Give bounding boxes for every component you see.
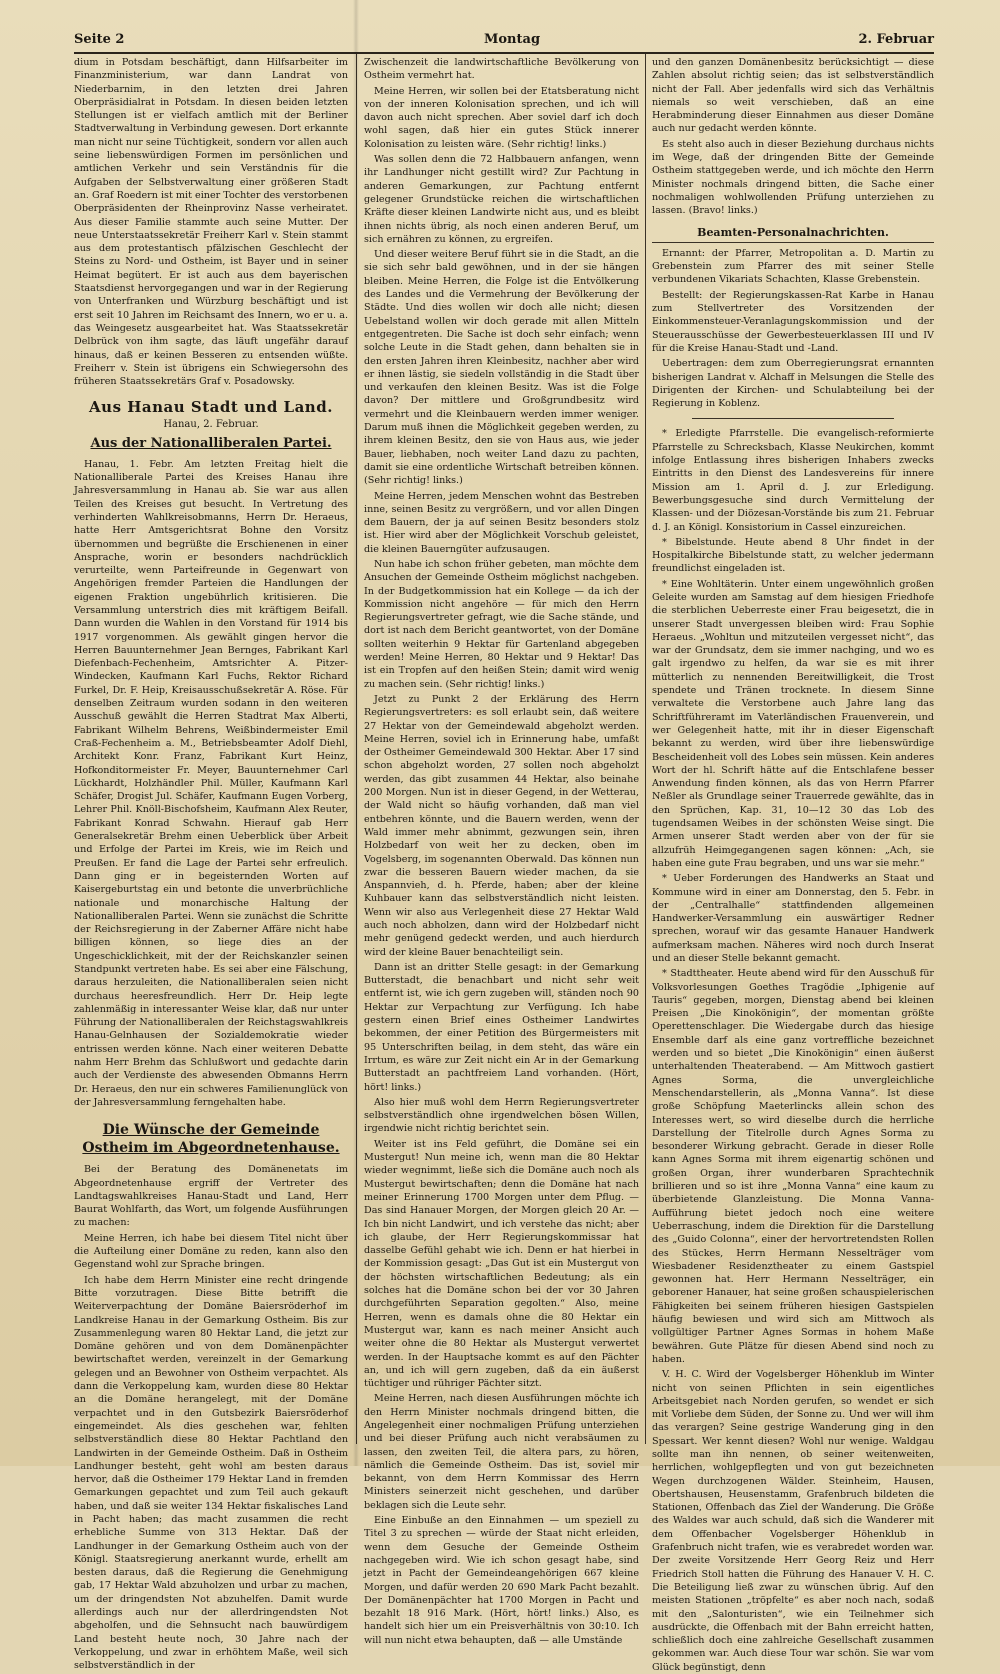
section-dateline: Hanau, 2. Februar. bbox=[163, 419, 259, 431]
page-number: Seite 2 bbox=[74, 32, 125, 47]
article-paragraph: Eine Einbuße an den Einnahmen — um speziell zu Titel 3 zu sprechen — würde der Staat nicht erleiden, wenn dem Gesuche der Gemeinde Ostheim nachgegeben wird. Wie ich schon gesagt habe, sind jetzt in Pacht der Gemeindeangehörigen 667 kleine Morgen, und dafür werden 20 690 Mark Pacht bezahlt. Der Domänenpächter hat 1700 Morgen in Pacht und bezahlt 18 916 Mark. (Hört, hört! links.) Also, es handelt sich hier um ein Preisverhältnis von 30:10. Ich will nun nicht etwa behaupten, daß — alle Umstände bbox=[364, 1515, 639, 1646]
article-paragraph: Bei der Beratung des Domänenetats im Abgeordnetenhause ergriff der Vertreter des Landtagswahlkreises Hanau-Stadt und Land, Herr Baurat Wohlfarth, das Wort, um folgende Ausführungen zu machen: bbox=[74, 1164, 348, 1229]
news-item: V. H. C. Wird der Vogelsberger Höhenklub im Winter nicht von seinen Pflichten in sein eigentliches Arbeitsgebiet nach Norden gerufen, so wendet er sich mit Vorliebe dem Süden, der Sonne zu. Und wer will ihm das verargen? Seine gestrige Wanderung ging in den Spessart. Wer kennt diesen? Wohl nur wenige. Waldgau sollte man ihn nennen, ob seiner weitenweiten, herrlichen, wohlgepflegten und von gut bezeichneten Wegen durchzogenen Wälder. Steinheim, Hausen, Obertshausen, Heusenstamm, Grafenbruch bildeten die Stationen, Offenbach das Ziel der Wanderung. Die Größe des Waldes war auch schuld, daß sich die Wanderer mit dem Offenbacher Vogelsberger Höhenklub in Grafenbruch nicht trafen, wie es verabredet worden war. Der zweite Vorsitzende Herr Georg Reiz und Herr Friedrich Stoll hatten die Führung des Hanauer V. H. C. Die Beteiligung ließ zwar zu wünschen übrig. Auf den meisten Stationen „tröpfelte“ es aber noch nach, sodaß mit den „Salonturisten“, wie ein Teilnehmer sich ausdrückte, die Offenbach mit der Bahn erreicht hatten, schließlich doch eine zahlreiche Gesellschaft zusammen gekommen war. Auch diese Tour war schön. Sie war vom Glück begünstigt, denn bbox=[652, 1369, 934, 1673]
news-item: * Bibelstunde. Heute abend 8 Uhr findet in der Hospitalkirche Bibelstunde statt, zu welcher jedermann freundlichst eingeladen ist. bbox=[652, 536, 934, 575]
news-item: Ernannt: der Pfarrer, Metropolitan a. D. Martin zu Grebenstein zum Pfarrer des mit seiner Stelle verbundenen Vikariats Schachten, Klasse Grebenstein. bbox=[652, 247, 934, 286]
news-item: Bestellt: der Regierungskassen-Rat Karbe in Hanau zum Stellvertreter des Vorsitzenden der Einkommensteuer-Veranlagungskommission und der Steuerausschüsse der Gewerbesteuerklassen III und IV für die Kreise Hanau-Stadt und -Land. bbox=[652, 289, 934, 354]
article-paragraph: Und dieser weitere Beruf führt sie in die Stadt, an die sie sich sehr bald gewöhnen, und in der sie hängen bleiben. Meine Herren, die Folge ist die Entvölkerung des Landes und die Vermehrung der Bevölkerung der Städte. Und dies wollen wir doch alle nicht; diesen Uebelstand wollen wir doch gerade mit allen Mitteln entgegentreten. Die Sache ist doch sehr einfach; wenn solche Leute in die Stadt gehen, dann behalten sie in den ersten Jahren ihren Kleinbesitz, nachher aber wird er ihnen lästig, sie siedeln vollständig in die Stadt über und verkaufen den kleinen Besitz. Was ist die Folge davon? Der mittlere und Großgrundbesitz wird vermehrt und die Kleinbauern werden immer weniger. Darum muß ihnen die Möglichkeit gegeben werden, zu ihrem kleinen Besitz, den sie von Haus aus, wie jeder Bauer, liebhaben, noch weiter Land dazu zu pachten, damit sie eine ordentliche Wirtschaft betreiben können. (Sehr richtig! links.) bbox=[364, 249, 639, 487]
article-paragraph: Hanau, 1. Febr. Am letzten Freitag hielt die Nationalliberale Partei des Kreises Hanau ihre Jahresversammlung in Hanau ab. Sie war aus allen Teilen des Kreises gut besucht. In Vertretung des verhinderten Wahlkreisobmanns, Herrn Dr. Heraeus, hatte Herr Amtsgerichtsrat Bohne den Vorsitz übernommen und begrüßte die Erschienenen in einer Ansprache, worin er besonders nachdrücklich verurteilte, wenn Parteifreunde in Gegenwart von Angehörigen fremder Parteien die Handlungen der eigenen Fraktion ungebührlich kritisieren. Die Versammlung unterstrich dies mit kräftigem Beifall. Dann wurden die Wahlen in den Vorstand für 1914 bis 1917 vorgenommen. Als gewählt gingen hervor die Herren Bauunternehmer Jean Bernges, Fabrikant Karl Diefenbach-Fechenheim, Amtsrichter A. Pitzer-Windecken, Kaufmann Karl Fuchs, Rektor Richard Furkel, Dr. F. Heip, Kreisausschußsekretär A. Röse. Für denselben Zeitraum wurden sodann in den weiteren Ausschuß gewählt die Herren Stadtrat Max Alberti, Fabrikant Wilhelm Behrens, Weißbindermeister Emil Craß-Fechenheim a. M., Betriebsbeamter Adolf Diehl, Architekt Konr. Franz, Fabrikant Kurt Heinz, Hofkonditormeister Fr. Meyer, Bauunternehmer Carl Lückhardt, Holzhändler Phil. Müller, Kaufmann Karl Schäfer, Drogist Jul. Schäfer, Kaufmann Eugen Vorberg, Lehrer Phil. Knöll-Bischofsheim, Kaufmann Alex Reuter, Fabrikant Konrad Schwahn. Hierauf gab Herr Generalsekretär Brehm einen Ueberblick über Arbeit und Erfolge der Partei im Kreis, wie im Reich und Preußen. Er fand die Lage der Partei sehr erfreulich. Dann ging er in begeisternden Worten auf Kaisergeburtstag ein und betonte die unverbrüchliche nationale und monarchische Haltung der Nationalliberalen Partei. Wenn sie zunächst die Schritte der Reichsregierung in der Zaberner Affäre nicht habe billigen können, so liege dies an der Ungeschicklichkeit, mit der der Reichskanzler seinen Standpunkt vertreten habe. Es sei aber eine Fälschung, daraus herzuleiten, die Nationalliberalen seien nicht durchaus heeresfreundlich. Herr Dr. Heip legte zahlenmäßig in interessanter Weise klar, daß nur unter Führung der Nationalliberalen der Reichstagswahlkreis Hanau-Gelnhausen der Sozialdemokratie wieder entrissen werden könne. Nach einer weiteren Debatte nahm Herr Brehm das Schlußwort und gedachte darin auch der Verdienste des abwesenden Obmanns Herrn Dr. Heraeus, den nur ein schweres Familienunglück von der Jahresversammlung ferngehalten habe. bbox=[74, 458, 348, 1108]
article-paragraph: Zwischenzeit die landwirtschaftliche Bevölkerung von Ostheim vermehrt hat. bbox=[364, 57, 639, 82]
article-paragraph: Meine Herren, wir sollen bei der Etatsberatung nicht von der inneren Kolonisation sprechen, und ich will davon auch nicht sprechen. Aber soviel darf ich doch wohl sagen, daß hier ein gutes Stück innerer Kolonisation zu leisten wäre. (Sehr richtig! links.) bbox=[364, 85, 639, 150]
column-2 bbox=[364, 56, 639, 1646]
news-item: * Erledigte Pfarrstelle. Die evangelisch-reformierte Pfarrstelle zu Schrecksbach, Klasse Neukirchen, kommt infolge Entlassung ihres bisherigen Inhabers zwecks Eintritts in den Dienst des Landesvereins für innere Mission am 1. April d. J. zur Erledigung. Bewerbungsgesuche sind durch Vermittelung der Klassen- und der Diözesan-Vorstände bis zum 21. Februar d. J. an Königl. Konsistorium in Cassel einzureichen. bbox=[652, 428, 934, 533]
page-header bbox=[74, 28, 934, 54]
article-paragraph: Ich habe dem Herrn Minister eine recht dringende Bitte vorzutragen. Diese Bitte betrifft die Weiterverpachtung der Domäne Baiersröderhof im Landkreise Hanau in der Gemarkung Ostheim. Bis zur Zusammenlegung waren 80 Hektar Land, die jetzt zur Domäne gehören und von dem Domänenpächter bewirtschaftet werden, vereinzelt in der Gemarkung gelegen und an Bewohner von Ostheim verpachtet. Als dann die Verkoppelung kam, wurden diese 80 Hektar an die Domäne herangelegt, mit der Domäne verpachtet und in den Gutsbezirk Baiersröderhof eingemeindet. Als dies geschehen war, fehlten selbstverständlich diese 80 Hektar Pachtland den Landwirten in der Gemeinde Ostheim. Daß in Ostheim Landhunger besteht, geht wohl am besten daraus hervor, daß die Ostheimer 179 Hektar Land in fremden Gemarkungen gepachtet und zum Teil auch gekauft haben, und daß sie weiter 134 Hektar fiskalisches Land in Pacht haben; das macht zusammen die recht erhebliche Summe von 313 Hektar. Daß der Landhunger in der Gemarkung Ostheim auch von der Königl. Staatsregierung anerkannt wurde, erhellt am besten daraus, daß die Regierung die Genehmigung gab, 17 Hektar Wald abzuholzen und urbar zu machen, um der dringendsten Not abzuhelfen. Damit wurde allerdings auch nur der allerdringendsten Not abgeholfen, und die Sehnsucht nach bauwürdigem Land besteht heute noch, 30 Jahre nach der Verkoppelung, und zwar in erhöhtem Maße, weil sich selbstverständlich in der bbox=[74, 1274, 348, 1672]
column-rule-2 bbox=[645, 54, 646, 1444]
article-paragraph: dium in Potsdam beschäftigt, dann Hilfsarbeiter im Finanzministerium, war dann Landrat von Niederbarnim, in den letzten drei Jahren Oberpräsidialrat in Potsdam. In diesen beiden letzten Stellungen ist er vielfach amtlich mit der Berliner Stadtverwaltung in Verbindung gewesen. Dort erkannte man nicht nur seine Tüchtigkeit, sondern vor allen auch seine liebenswürdigen Formen im persönlichen und amtlichen Verkehr und sein Verständnis für die Aufgaben der Selbstverwaltung einer größeren Stadt an. Graf Roedern ist mit einer Tochter des verstorbenen Oberpräsidenten der Rheinprovinz Nasse verheiratet. Aus dieser Familie stammte auch seine Mutter. Der neue Unterstaatssekretär Freiherr Karl v. Stein stammt aus dem protestantisch pfälzischen Geschlecht der Steins zu Nord- und Ostheim, ist Bayer und in seiner Heimat begütert. Er ist auch aus dem bayerischen Staatsdienst hervorgegangen und war in der Regierung von Unterfranken und Würzburg beschäftigt und ist erst seit 10 Jahren im Reichsamt des Innern, wo er u. a. das Weingesetz ausgearbeitet hat. Was Staatssekretär Delbrück von ihm sagte, das läuft ungefähr darauf hinaus, daß er keinen Besseren zu entsenden wüßte. Freiherr v. Stein ist übrigens ein Schwiegersohn des früheren Staatssekretärs Graf v. Posadowsky. bbox=[74, 57, 348, 388]
article-heading: Beamten-Personalnachrichten. bbox=[652, 226, 934, 243]
article-paragraph: Meine Herren, ich habe bei diesem Titel nicht über die Aufteilung einer Domäne zu reden, kann also den Gegenstand wohl zur Sprache bringen. bbox=[74, 1232, 348, 1271]
section-heading: Aus Hanau Stadt und Land. bbox=[89, 398, 333, 417]
article-paragraph: Dann ist an dritter Stelle gesagt: in der Gemarkung Butterstadt, die benachbart und nicht sehr weit entfernt ist, wie ich gern zugeben will, ständen noch 90 Hektar zur Verpachtung zur Verfügung. Ich habe gestern einen Brief eines Ostheimer Landwirtes bekommen, der einer Petition des Bürgermeisters mit 95 Unterschriften beilag, in dem steht, das wäre ein Irrtum, es wäre zur Zeit nicht ein Ar in der Gemarkung Butterstadt an pachtfreiem Land vorhanden. (Hört, hört! links.) bbox=[364, 961, 639, 1093]
divider bbox=[692, 418, 894, 419]
article-paragraph: Was sollen denn die 72 Halbbauern anfangen, wenn ihr Landhunger nicht gestillt wird? Zur Pachtung in anderen Gemarkungen, zur Pachtung entfernt gelegener Grundstücke reichen die wirtschaftlichen Kräfte dieser kleinen Landwirte nicht aus, und es bleibt ihnen nichts übrig, als noch einen anderen Beruf, um sich ernähren zu können, zu ergreifen. bbox=[364, 154, 639, 245]
article-heading: Aus der Nationalliberalen Partei. bbox=[90, 435, 332, 451]
article-heading: Die Wünsche der Gemeinde Ostheim im Abgeordnetenhause. bbox=[82, 1122, 340, 1157]
news-item: * Eine Wohltäterin. Unter einem ungewöhnlich großen Geleite wurden am Samstag auf dem hiesigen Friedhofe die sterblichen Ueberreste einer Frau beigesetzt, die in unserer Stadt unvergessen bleiben wird: Frau Sophie Heraeus. „Wohltun und mitzuteilen vergesset nicht“, das war der Grundsatz, dem sie immer nachging, und wo es galt irgendwo zu helfen, da war sie es mit ihrer mütterlich zu nennenden Bereitwilligkeit, die Trost spendete und Tränen trocknete. In diesem Sinne verwaltete die Verstorbene auch Jahre lang das Schriftführeramt im Vaterländischen Frauenverein, und wer Gelegenheit hatte, mit ihr in dieser Eigenschaft bekannt zu werden, wird über ihre liebenswürdige Bescheidenheit voll des Lobes sein müssen. Kein anderes Wort der hl. Schrift hätte auf die Entschlafene besser Anwendung finden können, als das von Herrn Pfarrer Neßler als Grundlage seiner Trauerrede gewählte, das in den Sprüchen, Kap. 31, 10—12 30 das Lob des tugendsamen Weibes in der schönsten Weise singt. Die Armen unserer Stadt werden aber von der für sie allzufrüh Heimgegangenen sagen können: „Ach, sie haben eine gute Frau begraben, und uns war sie mehr.“ bbox=[652, 578, 934, 869]
weekday: Montag bbox=[484, 32, 541, 47]
issue-date: 2. Februar bbox=[858, 32, 934, 47]
article-paragraph: Es steht also auch in dieser Beziehung durchaus nichts im Wege, daß der dringenden Bitte der Gemeinde Ostheim stattgegeben werde, und ich möchte den Herrn Minister nochmals dringend bitten, die Sache einer nochmaligen wohlwollenden Prüfung unterziehen zu lassen. (Bravo! links.) bbox=[652, 138, 934, 217]
news-item: * Ueber Forderungen des Handwerks an Staat und Kommune wird in einer am Donnerstag, den 5. Febr. in der „Centralhalle“ stattfindenden allgemeinen Handwerker-Versammlung ein auswärtiger Redner sprechen, worauf wir das gesamte Hanauer Handwerk aufmerksam machen. Näheres wird noch durch Inserat und an dieser Stelle bekannt gemacht. bbox=[652, 873, 934, 964]
news-item: Uebertragen: dem zum Oberregierungsrat ernannten bisherigen Landrat v. Alchaff in Melsungen die Stelle des Dirigenten der Kirchen- und Schulabteilung bei der Regierung in Koblenz. bbox=[652, 358, 934, 410]
article-paragraph: Also hier muß wohl dem Herrn Regierungsvertreter selbstverständlich ohne irgendwelchen bösen Willen, irgendwie nicht richtig berichtet sein. bbox=[364, 1096, 639, 1135]
article-paragraph: und den ganzen Domänenbesitz berücksichtigt — diese Zahlen absolut richtig seien; das ist selbstverständlich nicht der Fall. Aber jedenfalls wird sich das Verhältnis niemals so weit verschieben, daß an eine Herabminderung dieser Einnahmen aus dieser Domäne auch nur gedacht werden könnte. bbox=[652, 57, 934, 135]
column-1 bbox=[74, 56, 348, 1672]
article-paragraph: Meine Herren, jedem Menschen wohnt das Bestreben inne, seinen Besitz zu vergrößern, und vor allen Dingen dem Bauern, der ja auf seinen Besitz besonders stolz ist. Hier wird aber der Möglichkeit Vorschub geleistet, die kleinen Bauerngüter aufzusaugen. bbox=[364, 490, 639, 555]
article-paragraph: Weiter ist ins Feld geführt, die Domäne sei ein Mustergut! Nun meine ich, wenn man die 80 Hektar wieder wegnimmt, ließe sich die Domäne auch noch als Mustergut bewirtschaften; denn die Domäne hat nach meiner Erinnerung 1700 Morgen unter dem Pflug. — Das sind Hanauer Morgen, der Morgen gleich 20 Ar. — Ich bin nicht Landwirt, und ich verstehe das nicht; aber ich glaube, der Herr Regierungskommissar hat dasselbe Gefühl gehabt wie ich. Denn er hat hierbei in der Kommission gesagt: „Das Gut ist ein Mustergut von der höchsten wirtschaftlichen Bedeutung; als ein solches hat die Domäne schon bei der vor 30 Jahren durchgeführten Separation gegolten.“ Also, meine Herren, wenn es damals ohne die 80 Hektar ein Mustergut war, kann es nach meiner Ansicht auch weiter ohne die 80 Hektar als Mustergut verwertet werden. In der Hauptsache kommt es auf den Pächter an, und ich will gern zugeben, daß da ein äußerst tüchtiger und rühriger Pächter sitzt. bbox=[364, 1138, 639, 1390]
column-3 bbox=[652, 56, 934, 1673]
article-paragraph: Jetzt zu Punkt 2 der Erklärung des Herrn Regierungsvertreters: es soll erlaubt sein, daß weitere 27 Hektar von der Gemeindewald abgeholzt werden. Meine Herren, soviel ich in Erinnerung habe, umfaßt der Ostheimer Gemeindewald 300 Hektar. Aber 17 sind schon abgeholzt worden, 27 sollen noch abgeholzt werden, das gibt zusammen 44 Hektar, also beinahe 200 Morgen. Nun ist in dieser Gegend, in der Wetterau, der Wald nicht so häufig vorhanden, daß man viel entbehren könnte, und die Bauern werden, wenn der Wald immer mehr abnimmt, gezwungen sein, ihren Holzbedarf von weit her zu decken, oben im Vogelsberg, im sogenannten Oberwald. Das können nun zwar die besseren Bauern wieder machen, da sie Anspannvieh, d. h. Pferde, haben; aber der kleine Kuhbauer kann das selbstverständlich nicht leisten. Wenn wir also aus Verlegenheit diese 27 Hektar Wald auch noch abholzen, dann wird der Holzbedarf nicht mehr genügend gedeckt werden, und auch hierdurch wird der kleine Bauer benachteiligt sein. bbox=[364, 693, 639, 958]
news-item: * Stadttheater. Heute abend wird für den Ausschuß für Volksvorlesungen Goethes Tragödie „Iphigenie auf Tauris“ gegeben, morgen, Dienstag abend bei kleinen Preisen „Die Kinokönigin“, der momentan größte Operettenschlager. Die Wiedergabe durch das hiesige Ensemble darf als eine ganz vortreffliche bezeichnet werden und so bietet „Die Kinokönigin“ einen äußerst unterhaltenden Theaterabend. — Am Mittwoch gastiert Agnes Sorma, die unvergleichliche Menschendarstellerin, als „Monna Vanna“. Ist diese große Schöpfung Maeterlincks allein schon des Interesses wert, so wird dieselbe durch die herrliche Darstellung der Titelrolle durch Agnes Sorma zu besonderer Wirkung gebracht. Gerade in dieser Rolle kann Agnes Sorma mit ihrem eigenartig schönen und großen Organ, ihrer wunderbaren Sprachtechnik brillieren und so ist ihre „Monna Vanna“ eine kaum zu überbietende Glanzleistung. Die Monna Vanna-Aufführung bietet jedoch noch eine weitere Ueberraschung, indem die Direktion für die Darstellung des „Guido Colonna“, einer der hervortretendsten Rollen des Stückes, Herrn Hermann Nesselträger vom Wiesbadener Residenztheater zu einem Gastspiel gewonnen hat. Herr Hermann Nesselträger, ein geborener Hanauer, hat seine großen schauspielerischen Fähigkeiten bei seinem früheren hiesigen Gastspielen häufig bewiesen und wird sich am Mittwoch als vollgültiger Partner Agnes Sormas in hohem Maße bewähren. Gute Plätze für diesen Abend sind noch zu haben. bbox=[652, 968, 934, 1365]
article-paragraph: Meine Herren, nach diesen Ausführungen möchte ich den Herrn Minister nochmals dringend bitten, die Angelegenheit einer nochmaligen Prüfung unterziehen und bei dieser Prüfung auch nicht verabsäumen zu lassen, den zweiten Teil, die altera pars, zu hören, nämlich die Gemeinde Ostheim. Das ist, soviel mir bekannt, von dem Herrn Kommissar des Herrn Ministers seinerzeit nicht geschehen, und darüber beklagen sich die Leute sehr. bbox=[364, 1393, 639, 1511]
page-fold bbox=[353, 0, 359, 1466]
article-paragraph: Nun habe ich schon früher gebeten, man möchte dem Ansuchen der Gemeinde Ostheim möglichst nachgeben. In der Budgetkommission hat ein Kollege — da ich der Kommission nicht angehöre — für mich den Herrn Regierungsvertreter gefragt, wie die Sache stände, und dort ist nach dem Bericht geantwortet, von der Domäne sollten weiterhin 9 Hektar für Gartenland abgegeben werden! Meine Herren, 80 Hektar und 9 Hektar! Das ist ein Tropfen auf den heißen Stein; damit wird wenig zu machen sein. (Sehr richtig! links.) bbox=[364, 558, 639, 690]
